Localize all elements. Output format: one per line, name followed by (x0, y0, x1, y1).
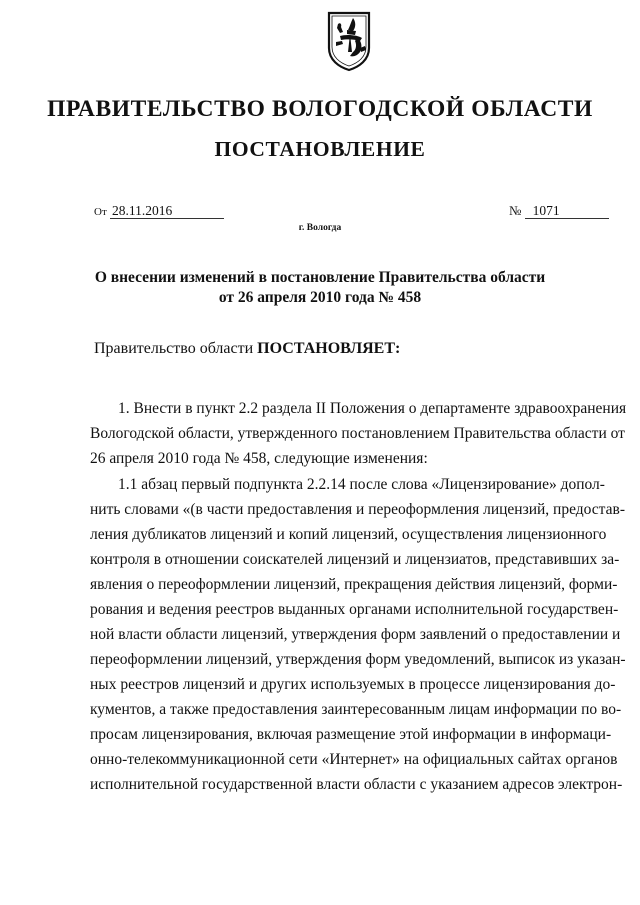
decree-keyword: ПОСТАНОВЛЯЕТ: (257, 340, 401, 357)
document-number: 1071 (525, 203, 609, 219)
text-line: кументов, а также предоставления заинтересованным лицам информации по во- (90, 701, 622, 718)
text-line: ной власти области лицензий, утверждения форм заявлений о предоставлении и (90, 626, 621, 643)
text-line: переоформлении лицензий, утверждения форм уведомлений, выписок из указан- (90, 651, 626, 668)
document-type: ПОСТАНОВЛЕНИЕ (214, 137, 426, 161)
document-subject (0, 268, 640, 308)
decree-statement (94, 340, 400, 358)
text-line: онно-телекоммуникационной сети «Интернет» на официальных сайтах органов (90, 751, 618, 768)
document-date: 28.11.2016 (110, 203, 224, 219)
date-prefix: От (94, 206, 107, 218)
government-title: ПРАВИТЕЛЬСТВО ВОЛОГОДСКОЙ ОБЛАСТИ (47, 96, 593, 122)
document-number-row (509, 203, 609, 219)
text-line: ления дубликатов лицензий и копий лицензий, осуществления лицензионного (90, 526, 607, 543)
document-date-row (94, 203, 224, 219)
subject-line: О внесении изменений в постановление Правительства области (94, 269, 546, 286)
text-line: ных реестров лицензий и других используемых в процессе лицензирования до- (90, 676, 616, 693)
text-line: Вологодской области, утвержденного постановлением Правительства области от (90, 425, 625, 442)
coat-of-arms-emblem (326, 10, 372, 72)
text-line: рования и ведения реестров выданных органами исполнительной государствен- (90, 601, 619, 618)
city-label: г. Вологда (298, 223, 342, 233)
text-line: 26 апреля 2010 года № 458, следующие изменения: (90, 450, 428, 467)
decree-prefix: Правительство области (94, 340, 258, 357)
text-line: просам лицензирования, включая размещение этой информации в информаци- (90, 726, 612, 743)
text-line: нить словами «(в части предоставления и переоформления лицензий, предостав- (90, 501, 625, 518)
text-line: 1.1 абзац первый подпункта 2.2.14 после слова «Лицензирование» допол- (118, 476, 605, 493)
text-line: контроля в отношении соискателей лицензий и лицензиатов, представивших за- (90, 551, 620, 568)
subject-line: от 26 апреля 2010 года № 458 (218, 289, 422, 306)
number-prefix: № (509, 203, 522, 218)
text-line: 1. Внести в пункт 2.2 раздела II Положения о департаменте здравоохранения (118, 400, 627, 417)
paragraph-1 (90, 396, 627, 471)
paragraph-2 (90, 472, 626, 797)
text-line: явления о переоформлении лицензий, прекращения действия лицензий, форми- (90, 576, 618, 593)
text-line: исполнительной государственной власти области с указанием адресов электрон- (90, 776, 623, 793)
